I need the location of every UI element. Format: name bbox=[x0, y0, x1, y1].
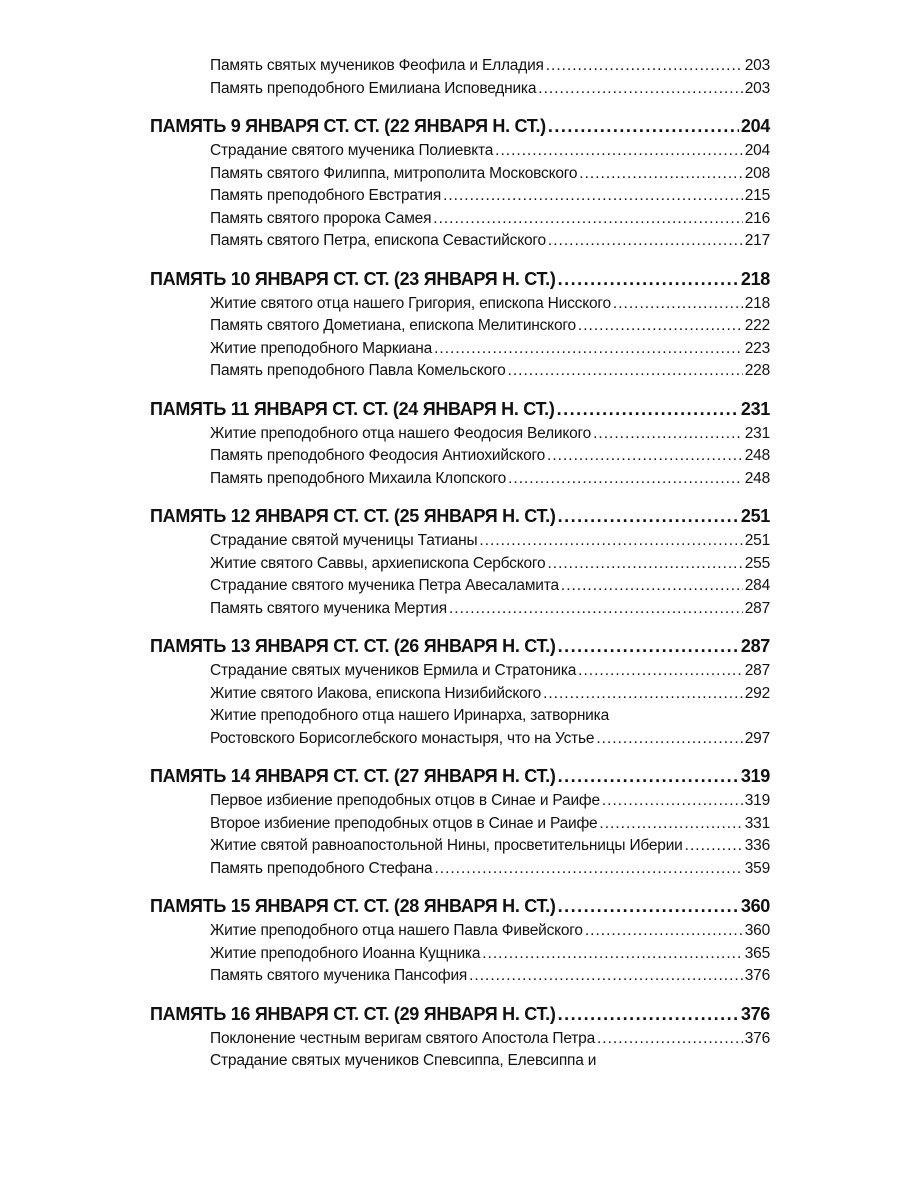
dot-leader bbox=[558, 894, 739, 918]
toc-entry bbox=[150, 230, 770, 253]
section-heading-title: ПАМЯТЬ 9 ЯНВАРЯ СТ. СТ. (22 ЯНВАРЯ Н. СТ.) bbox=[150, 116, 546, 136]
dot-leader bbox=[443, 185, 743, 208]
dot-leader bbox=[547, 553, 742, 576]
dot-leader bbox=[602, 790, 743, 813]
dot-leader bbox=[585, 920, 743, 943]
section-heading-page: 360 bbox=[740, 896, 770, 916]
toc-section bbox=[150, 397, 770, 491]
section-heading-title: ПАМЯТЬ 14 ЯНВАРЯ СТ. СТ. (27 ЯНВАРЯ Н. СТ.) bbox=[150, 766, 556, 786]
toc-entry-page: 376 bbox=[744, 967, 770, 984]
toc-entry-page: 222 bbox=[744, 317, 770, 334]
toc-entry-page: 208 bbox=[744, 164, 770, 182]
toc-entry bbox=[150, 423, 770, 446]
dot-leader bbox=[538, 78, 742, 101]
section-heading bbox=[150, 267, 770, 291]
toc-entry bbox=[150, 965, 770, 988]
toc-entry-page: 218 bbox=[744, 294, 770, 312]
section-heading-page: 231 bbox=[740, 398, 770, 419]
toc-entry-title: Память преподобного Евстратия bbox=[210, 187, 442, 204]
dot-leader bbox=[599, 813, 742, 836]
toc-entry-page: 359 bbox=[744, 859, 770, 877]
toc-entry-title: Житие святого Саввы, архиепископа Сербского bbox=[210, 554, 546, 572]
toc-section bbox=[150, 267, 770, 383]
toc-entry-page: 287 bbox=[744, 599, 770, 617]
dot-leader bbox=[434, 338, 743, 361]
section-heading bbox=[150, 764, 770, 788]
dot-leader bbox=[558, 504, 739, 528]
toc-entry-title: Память святого Дометиана, епископа Мелитинского bbox=[210, 317, 576, 334]
dot-leader bbox=[558, 764, 739, 788]
dot-leader bbox=[593, 423, 743, 446]
toc-entry-page: 231 bbox=[744, 424, 770, 442]
toc-entry bbox=[150, 530, 770, 553]
section-heading-page: 376 bbox=[740, 1003, 770, 1024]
toc-entry-page: 297 bbox=[744, 729, 770, 747]
dot-leader bbox=[482, 943, 742, 966]
toc-entry-page: 248 bbox=[744, 469, 770, 487]
toc-section bbox=[150, 114, 770, 253]
toc-entry bbox=[150, 163, 770, 186]
toc-entry-title: Второе избиение преподобных отцов в Синае и Раифе bbox=[210, 814, 598, 832]
toc-entry-page: 331 bbox=[744, 814, 770, 832]
dot-leader bbox=[548, 114, 739, 138]
dot-leader bbox=[578, 315, 743, 338]
dot-leader bbox=[685, 835, 743, 858]
toc-section bbox=[150, 504, 770, 620]
toc-entry-title: Страдание святого мученика Петра Авесаламита bbox=[210, 577, 559, 594]
toc-entry-title: Память преподобного Стефана bbox=[210, 859, 433, 877]
section-heading-title: ПАМЯТЬ 10 ЯНВАРЯ СТ. СТ. (23 ЯНВАРЯ Н. СТ.) bbox=[150, 268, 556, 289]
toc-entry bbox=[150, 835, 770, 858]
section-heading-title: ПАМЯТЬ 15 ЯНВАРЯ СТ. СТ. (28 ЯНВАРЯ Н. СТ.) bbox=[150, 896, 556, 916]
dot-leader bbox=[558, 634, 739, 658]
section-heading-title: ПАМЯТЬ 16 ЯНВАРЯ СТ. СТ. (29 ЯНВАРЯ Н. СТ.) bbox=[150, 1003, 556, 1024]
toc-entry-title: Первое избиение преподобных отцов в Синае и Раифе bbox=[210, 792, 600, 809]
toc-entry-page: 292 bbox=[744, 684, 770, 702]
toc-entry bbox=[150, 705, 770, 728]
section-heading-page: 204 bbox=[740, 116, 770, 136]
toc-entry bbox=[150, 858, 770, 881]
section-heading bbox=[150, 114, 770, 138]
toc-section bbox=[150, 55, 770, 100]
table-of-contents bbox=[150, 55, 770, 1073]
dot-leader bbox=[469, 965, 743, 988]
toc-entry bbox=[150, 920, 770, 943]
toc-entry bbox=[150, 728, 770, 751]
dot-leader bbox=[613, 293, 743, 316]
toc-entry bbox=[150, 185, 770, 208]
dot-leader bbox=[508, 360, 743, 383]
toc-entry-title: Память святого мученика Мертия bbox=[210, 599, 447, 617]
section-heading-page: 251 bbox=[740, 506, 770, 526]
toc-entry-title: Память святого пророка Самея bbox=[210, 209, 432, 227]
toc-entry bbox=[150, 553, 770, 576]
toc-entry-title: Житие святого отца нашего Григория, епископа Нисского bbox=[210, 294, 611, 312]
toc-entry-page: 228 bbox=[744, 362, 770, 379]
toc-entry bbox=[150, 315, 770, 338]
toc-entry-title: Житие преподобного отца нашего Феодосия Великого bbox=[210, 424, 592, 442]
toc-section bbox=[150, 764, 770, 880]
toc-entry-page: 248 bbox=[744, 447, 770, 464]
toc-entry-title: Поклонение честным веригам святого Апостола Петра bbox=[210, 1029, 595, 1047]
dot-leader bbox=[561, 575, 743, 598]
dot-leader bbox=[449, 598, 743, 621]
toc-entry-page: 360 bbox=[744, 922, 770, 939]
section-heading-title: ПАМЯТЬ 13 ЯНВАРЯ СТ. СТ. (26 ЯНВАРЯ Н. СТ.) bbox=[150, 636, 556, 656]
section-heading bbox=[150, 1002, 770, 1026]
toc-entry-page: 376 bbox=[744, 1029, 770, 1047]
dot-leader bbox=[508, 468, 743, 491]
toc-entry-page: 287 bbox=[744, 662, 770, 679]
toc-entry-title: Житие преподобного Иоанна Кущника bbox=[210, 944, 481, 962]
toc-entry bbox=[150, 338, 770, 361]
toc-entry-page: 255 bbox=[744, 554, 770, 572]
toc-entry bbox=[150, 790, 770, 813]
toc-entry-page: 204 bbox=[744, 142, 770, 159]
toc-entry bbox=[150, 293, 770, 316]
toc-entry bbox=[150, 445, 770, 468]
toc-entry bbox=[150, 208, 770, 231]
section-heading-title: ПАМЯТЬ 11 ЯНВАРЯ СТ. СТ. (24 ЯНВАРЯ Н. СТ.) bbox=[150, 398, 555, 419]
toc-entry-title: Память преподобного Павла Комельского bbox=[210, 362, 506, 379]
dot-leader bbox=[596, 728, 742, 751]
toc-entry-title: Память святого Филиппа, митрополита Московского bbox=[210, 164, 578, 182]
toc-entry-page: 365 bbox=[744, 944, 770, 962]
toc-entry-title: Страдание святых мучеников Спевсиппа, Елевсиппа и bbox=[210, 1052, 597, 1069]
dot-leader bbox=[546, 55, 743, 78]
dot-leader bbox=[433, 208, 742, 231]
dot-leader bbox=[543, 683, 743, 706]
dot-leader bbox=[597, 1028, 743, 1051]
section-heading-title: ПАМЯТЬ 12 ЯНВАРЯ СТ. СТ. (25 ЯНВАРЯ Н. СТ.) bbox=[150, 506, 556, 526]
toc-entry-page: 251 bbox=[744, 532, 770, 549]
toc-entry-title: Память преподобного Емилиана Исповедника bbox=[210, 79, 537, 97]
toc-entry bbox=[150, 1050, 770, 1073]
toc-entry-page: 336 bbox=[744, 837, 770, 854]
toc-entry-page: 319 bbox=[744, 792, 770, 809]
toc-entry bbox=[150, 598, 770, 621]
dot-leader bbox=[434, 858, 742, 881]
toc-entry bbox=[150, 360, 770, 383]
toc-entry bbox=[150, 468, 770, 491]
toc-entry-title: Страдание святого мученика Полиевкта bbox=[210, 142, 494, 159]
toc-entry bbox=[150, 813, 770, 836]
dot-leader bbox=[495, 140, 743, 163]
section-heading bbox=[150, 504, 770, 528]
toc-entry-title: Житие святой равноапостольной Нины, просветительницы Иберии bbox=[210, 837, 683, 854]
toc-entry-page: 203 bbox=[744, 57, 770, 74]
toc-entry bbox=[150, 575, 770, 598]
toc-entry-page: 215 bbox=[744, 187, 770, 204]
toc-entry-title: Ростовского Борисоглебского монастыря, что на Устье bbox=[210, 729, 595, 747]
section-heading-page: 287 bbox=[740, 636, 770, 656]
toc-entry bbox=[150, 1028, 770, 1051]
toc-entry bbox=[150, 55, 770, 78]
dot-leader bbox=[557, 397, 739, 421]
toc-section bbox=[150, 634, 770, 750]
toc-entry-title: Житие святого Иакова, епископа Низибийского bbox=[210, 684, 542, 702]
toc-entry-title: Страдание святых мучеников Ермила и Стратоника bbox=[210, 662, 577, 679]
toc-section bbox=[150, 1002, 770, 1073]
dot-leader bbox=[578, 660, 743, 683]
section-heading-page: 218 bbox=[740, 268, 770, 289]
section-heading bbox=[150, 894, 770, 918]
toc-entry-page: 223 bbox=[744, 339, 770, 357]
toc-entry-title: Житие преподобного Маркиана bbox=[210, 339, 433, 357]
toc-entry-page: 203 bbox=[744, 79, 770, 97]
dot-leader bbox=[548, 230, 743, 253]
toc-entry bbox=[150, 78, 770, 101]
toc-section bbox=[150, 894, 770, 988]
toc-entry-page: 216 bbox=[744, 209, 770, 227]
toc-entry-title: Память преподобного Михаила Клопского bbox=[210, 469, 507, 487]
section-heading-page: 319 bbox=[740, 766, 770, 786]
toc-entry-title: Память святого Петра, епископа Севастийского bbox=[210, 232, 546, 249]
toc-entry-title: Память преподобного Феодосия Антиохийского bbox=[210, 447, 546, 464]
dot-leader bbox=[479, 530, 742, 553]
toc-entry-title: Страдание святой мученицы Татианы bbox=[210, 532, 478, 549]
toc-entry bbox=[150, 660, 770, 683]
dot-leader bbox=[558, 1002, 739, 1026]
toc-entry-title: Память святого мученика Пансофия bbox=[210, 967, 468, 984]
toc-entry-page: 284 bbox=[744, 577, 770, 594]
dot-leader bbox=[579, 163, 742, 186]
toc-entry-title: Житие преподобного отца нашего Павла Фивейского bbox=[210, 922, 583, 939]
section-heading bbox=[150, 634, 770, 658]
toc-entry bbox=[150, 140, 770, 163]
dot-leader bbox=[558, 267, 739, 291]
toc-entry-title: Память святых мучеников Феофила и Елладия bbox=[210, 57, 544, 74]
dot-leader bbox=[547, 445, 743, 468]
section-heading bbox=[150, 397, 770, 421]
toc-entry bbox=[150, 683, 770, 706]
toc-entry-title: Житие преподобного отца нашего Иринарха, затворника bbox=[210, 707, 609, 724]
toc-entry bbox=[150, 943, 770, 966]
toc-entry-page: 217 bbox=[744, 232, 770, 249]
